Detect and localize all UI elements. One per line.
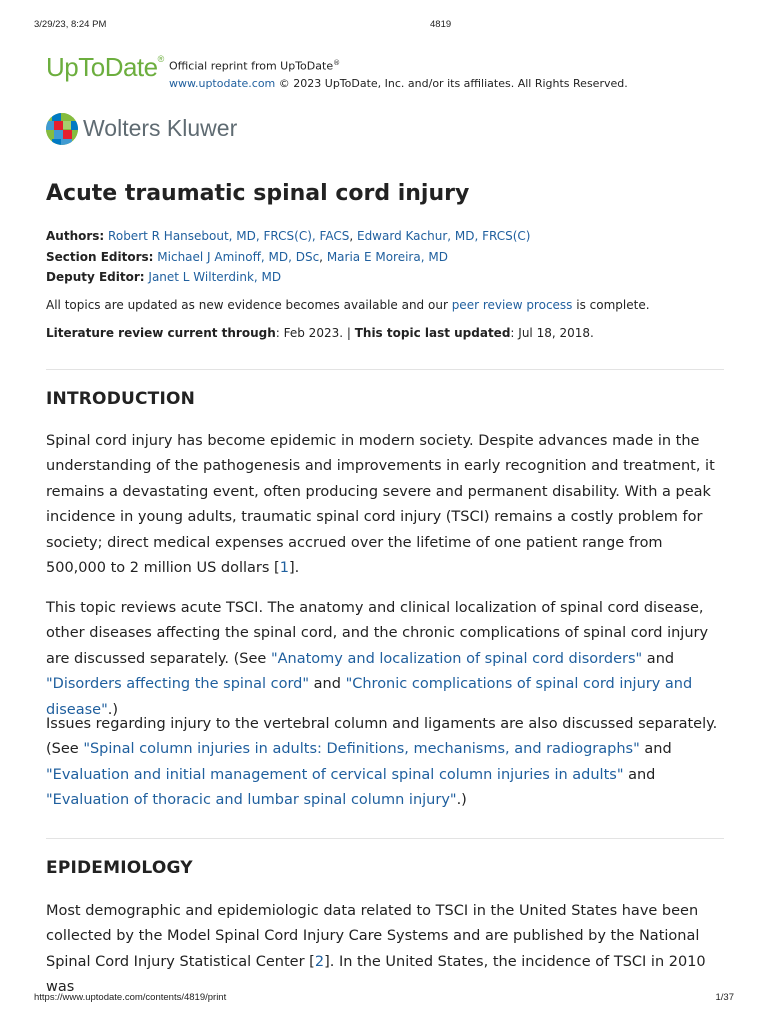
reprint-header	[46, 52, 726, 92]
update-notice: All topics are updated as new evidence becomes available and our peer review process is complete.	[46, 298, 650, 312]
lit-review-label: Literature review current through	[46, 326, 276, 340]
peer-review-link[interactable]: peer review process	[451, 298, 573, 312]
article-credits	[46, 226, 531, 288]
deputy-editor-label: Deputy Editor:	[46, 270, 145, 284]
author-link[interactable]: Robert R Hansebout, MD, FRCS(C), FACS	[108, 229, 350, 243]
topic-link[interactable]: "Anatomy and localization of spinal cord disorders"	[270, 650, 643, 667]
authors-label: Authors:	[46, 229, 105, 243]
lit-review-value: : Feb 2023. |	[275, 326, 355, 340]
reference-link[interactable]: 1	[279, 560, 289, 577]
intro-paragraph-3: Issues regarding injury to the vertebral column and ligaments are also discussed separately. (See "Spinal column injuries in adults: Definitions, mechanisms, and radiographs" and "Evaluation and initial management of cervical spinal column injuries in adults" and "Evaluation of thoracic and lumbar spinal column injury".)	[46, 716, 718, 809]
print-url: https://www.uptodate.com/contents/4819/print	[34, 992, 227, 1003]
wolters-kluwer-wordmark: Wolters Kluwer	[83, 115, 238, 141]
page-number: 1/37	[715, 992, 734, 1003]
section-heading-epidemiology: EPIDEMIOLOGY	[46, 858, 193, 878]
section-editors-line: Section Editors: Michael J Aminoff, MD, DSc, Maria E Moreira, MD	[46, 249, 448, 264]
reference-link[interactable]: 2	[314, 953, 325, 970]
section-editor-link[interactable]: Maria E Moreira, MD	[326, 249, 448, 264]
section-heading-introduction: INTRODUCTION	[46, 389, 196, 409]
author-link[interactable]: Edward Kachur, MD, FRCS(C)	[356, 229, 531, 243]
topic-link[interactable]: "Disorders affecting the spinal cord"	[46, 676, 310, 693]
copyright-text: © 2023 UpToDate, Inc. and/or its affiliates. All Rights Reserved.	[275, 76, 628, 90]
print-topic-id: 4819	[430, 19, 452, 30]
section-editor-link[interactable]: Michael J Aminoff, MD, DSc	[157, 249, 320, 264]
intro-paragraph-1: Spinal cord injury has become epidemic in modern society. Despite advances made in the understanding of the pathogenesis and improvements in early recognition and treatment, it remains a devastating event, often producing severe and permanent disability. With a peak incidence in young adults, traumatic spinal cord injury (TSCI) remains a costly problem for society; direct medical expenses accrued over the lifetime of one patient range from 500,000 to 2 million US dollars [1].	[46, 433, 715, 577]
topic-link[interactable]: "Chronic complications of spinal cord injury and disease"	[46, 676, 693, 718]
uptodate-site-link[interactable]: www.uptodate.com	[169, 76, 276, 90]
print-datetime: 3/29/23, 8:24 PM	[34, 19, 107, 30]
topic-link[interactable]: "Evaluation and initial management of cervical spinal column injuries in adults"	[46, 766, 624, 783]
wolters-kluwer-mark-icon	[45, 112, 79, 146]
print-header	[34, 19, 734, 31]
print-footer	[34, 992, 734, 1004]
epidemiology-paragraph-1: Most demographic and epidemiologic data related to TSCI in the United States have been collected by the Model Spinal Cord Injury Care Systems and are published by the National Spinal Cord Injury Statistical Center [2]. In the United States, the incidence of TSCI in 2010 was	[46, 903, 706, 996]
intro-paragraph-2: This topic reviews acute TSCI. The anatomy and clinical localization of spinal cord disease, other diseases affecting the spinal cord, and the chronic complications of spinal cord injury are discussed separately. (See "Anatomy and localization of spinal cord disorders" and "Disorders affecting the spinal cord" and "Chronic complications of spinal cord injury and disease".)	[46, 600, 709, 718]
last-updated-label: This topic last updated	[354, 326, 511, 340]
deputy-editor-link[interactable]: Janet L Wilterdink, MD	[148, 270, 282, 284]
article-title: Acute traumatic spinal cord injury	[46, 181, 470, 206]
section-editors-label: Section Editors:	[46, 249, 154, 264]
review-dates	[46, 323, 594, 343]
topic-link[interactable]: "Spinal column injuries in adults: Definitions, mechanisms, and radiographs"	[83, 741, 640, 758]
last-updated-value: : Jul 18, 2018.	[510, 326, 594, 340]
reprint-label: Official reprint from UpToDate	[169, 59, 334, 73]
uptodate-logo[interactable]: UpToDate®	[46, 52, 164, 82]
deputy-editor-line	[46, 267, 531, 288]
authors-line: Authors: Robert R Hansebout, MD, FRCS(C), FACS, Edward Kachur, MD, FRCS(C)	[46, 229, 531, 243]
reprint-notice: Official reprint from UpToDate® www.uptodate.com © 2023 UpToDate, Inc. and/or its affiliates. All Rights Reserved.	[169, 59, 628, 90]
section-divider	[46, 838, 724, 839]
topic-link[interactable]: "Evaluation of thoracic and lumbar spinal column injury"	[46, 792, 457, 809]
section-divider	[46, 369, 724, 370]
